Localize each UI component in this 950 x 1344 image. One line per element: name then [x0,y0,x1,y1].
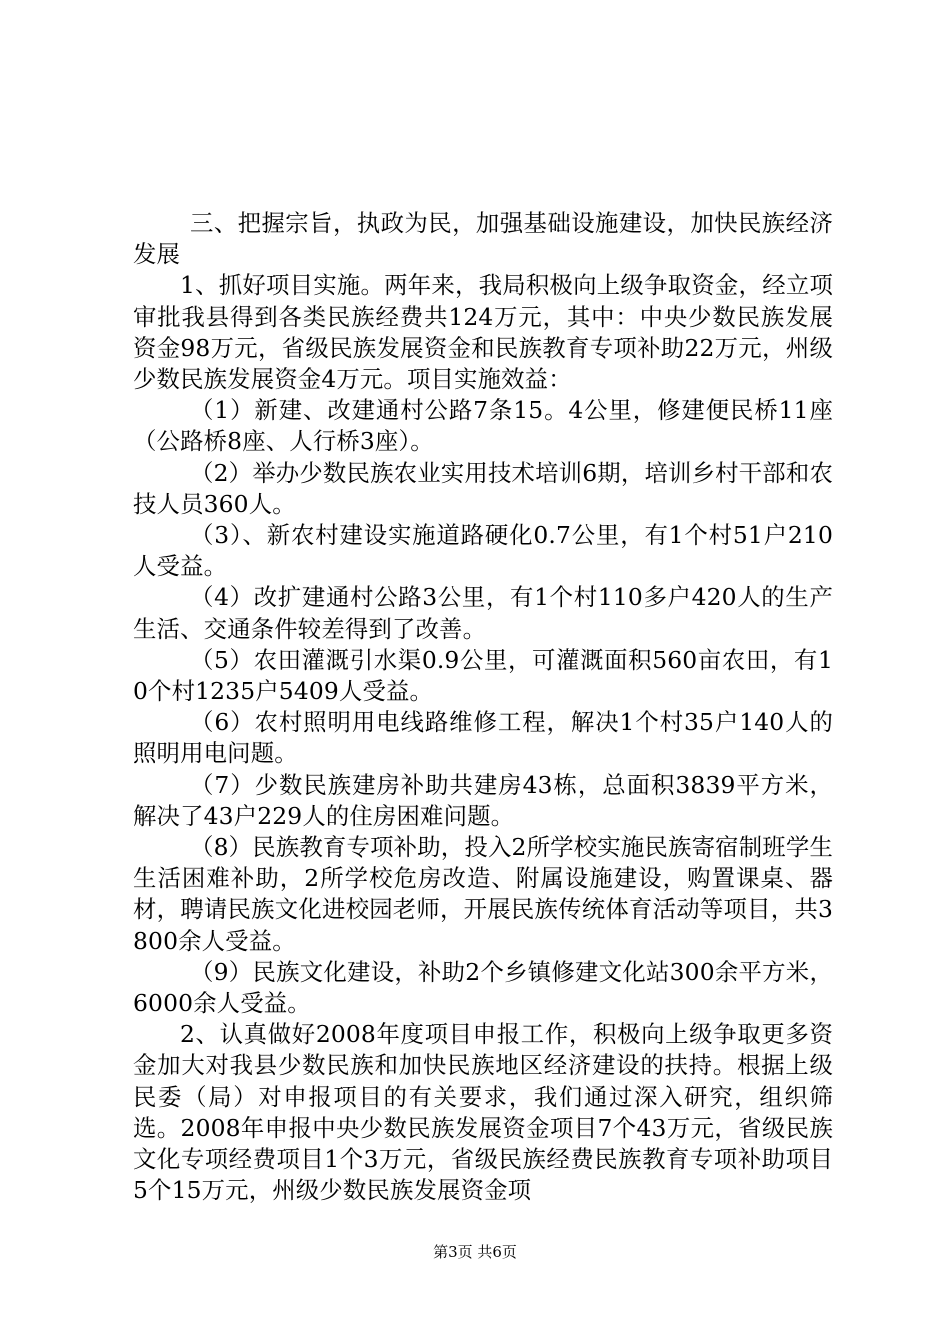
page-number-footer: 第3页 共6页 [433,1243,517,1261]
list-item-4: （4）改扩建通村公路3公里，有1个村110多户420人的生产生活、交通条件较差得到了改善。 [133,583,833,643]
list-item-6: （6）农村照明用电线路维修工程，解决1个村35户140人的照明用电问题。 [133,708,833,768]
list-item-1: （1）新建、改建通村公路7条15。4公里，修建便民桥11座（公路桥8座、人行桥3座）。 [133,396,833,456]
document-body [133,208,833,1207]
list-item-8: （8）民族教育专项补助，投入2所学校实施民族寄宿制班学生生活困难补助，2所学校危房改造、附属设施建设，购置课桌、器材，聘请民族文化进校园老师，开展民族传统体育活动等项目，共3800余人受益。 [133,833,833,955]
section-heading: 三、把握宗旨，执政为民，加强基础设施建设，加快民族经济发展 [133,209,833,269]
list-item-5: （5）农田灌溉引水渠0.9公里，可灌溉面积560亩农田，有10个村1235户5409人受益。 [133,645,833,706]
paragraph-project-implementation: 1、抓好项目实施。两年来，我局积极向上级争取资金，经立项审批我县得到各类民族经费共124万元，其中：中央少数民族发展资金98万元，省级民族发展资金和民族教育专项补助22万元，州级少数民族发展资金4万元。项目实施效益： [133,271,833,394]
list-item-2: （2）举办少数民族农业实用技术培训6期，培训乡村干部和农技人员360人。 [133,458,833,518]
list-item-9: （9）民族文化建设，补助2个乡镇修建文化站300余平方米，6000余人受益。 [133,957,833,1018]
list-item-3: （3）、新农村建设实施道路硬化0.7公里，有1个村51户210人受益。 [133,521,833,581]
list-item-7: （7）少数民族建房补助共建房43栋，总面积3839平方米，解决了43户229人的住房困难问题。 [133,770,833,830]
paragraph-project-application: 2、认真做好2008年度项目申报工作，积极向上级争取更多资金加大对我县少数民族和加快民族地区经济建设的扶持。根据上级民委（局）对申报项目的有关要求，我们通过深入研究，组织筛选。2008年申报中央少数民族发展资金项目7个43万元，省级民族文化专项经费项目1个3万元，省级民族经费民族教育专项补助项目5个15万元，州级少数民族发展资金项 [133,1020,833,1205]
